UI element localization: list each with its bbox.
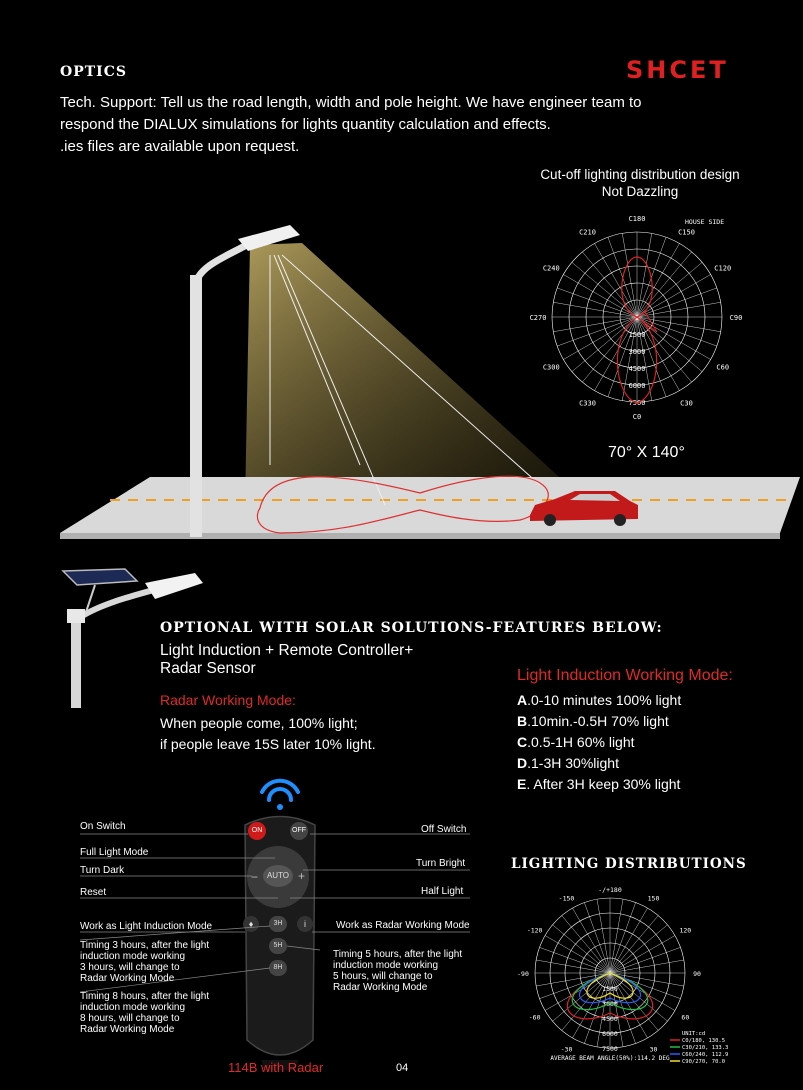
radar-mode-title: Radar Working Mode: (160, 692, 296, 708)
turn-bright-button[interactable]: + (298, 869, 306, 883)
polar-angle-label: C300 (542, 363, 560, 372)
label-timing-3h: Timing 3 hours, after the light induction mode working 3 hours, will change to Radar Working Mode (80, 940, 210, 984)
polar-angle-label: 150 (647, 894, 660, 903)
lighting-distribution-diagram (510, 878, 770, 1068)
polar-angle-label: C180 (628, 215, 646, 223)
house-side-label: HOUSE SIDE (685, 218, 725, 226)
polar-radius-label: 6000 (602, 1030, 618, 1038)
polar-angle-label: C30 (680, 399, 693, 408)
remote-on-button[interactable]: ON (248, 822, 266, 840)
polar-angle-label: C330 (579, 399, 596, 408)
beam-angle: 70° X 140° (608, 444, 685, 461)
polar-angle-label: C150 (678, 228, 695, 237)
polar-radius-label: 1500 (628, 331, 646, 339)
polar-radius-label: 3000 (602, 1000, 618, 1008)
light-mode-item: B.10min.-0.5H 70% light (517, 713, 669, 729)
polar-angle-label: C0 (632, 413, 642, 421)
polar-angle-label: C210 (579, 228, 596, 237)
label-light-induction-mode: Work as Light Induction Mode (80, 921, 213, 932)
polar-angle-label: 120 (679, 926, 692, 935)
polar-radius-label: 4500 (628, 365, 646, 373)
polar-angle-label: -30 (560, 1045, 573, 1054)
polar-angle-label: C240 (542, 264, 560, 273)
polar-radius-label: 1500 (602, 985, 618, 993)
section-title: OPTICS (60, 64, 127, 80)
polar-angle-label: 30 (649, 1045, 658, 1054)
distributions-title: LIGHTING DISTRIBUTIONS (511, 856, 747, 872)
legend-label: C60/240, 112.9 (682, 1052, 729, 1058)
polar-angle-label: C90 (729, 314, 743, 322)
solar-title: OPTIONAL WITH SOLAR SOLUTIONS-FEATURES BELOW: (160, 620, 663, 636)
support-line-3: .ies files are available upon request. (60, 138, 300, 155)
light-mode-item: E. After 3H keep 30% light (517, 776, 681, 792)
features-line-2: Radar Sensor (160, 660, 256, 677)
support-line-2: respond the DIALUX simulations for lights quantity calculation and effects. (60, 116, 551, 133)
cutoff-line-2: Not Dazzling (601, 184, 679, 199)
legend-label: C0/180, 130.5 (682, 1038, 726, 1044)
label-radar-mode: Work as Radar Working Mode (336, 920, 470, 931)
polar-radius-label: 3000 (628, 348, 646, 356)
cutoff-line-1: Cut-off lighting distribution design (540, 167, 740, 182)
features-line-1: Light Induction + Remote Controller+ (160, 642, 414, 659)
polar-angle-label: C60 (716, 363, 730, 372)
label-full-light: Full Light Mode (80, 847, 149, 858)
page-number: 04 (396, 1062, 409, 1074)
polar-angle-label: 90 (693, 970, 701, 978)
polar-angle-label: -90 (517, 970, 529, 978)
label-turn-dark: Turn Dark (80, 865, 125, 876)
polar-radius-label: 7500 (628, 399, 646, 407)
radar-line-1: When people come, 100% light; (160, 715, 358, 731)
polar-angle-label: -150 (558, 894, 575, 903)
label-off-switch: Off Switch (421, 824, 467, 835)
label-reset: Reset (80, 887, 107, 898)
radar-line-2: if people leave 15S later 10% light. (160, 736, 376, 752)
polar-angle-label: C120 (714, 264, 732, 273)
timer-3h-button[interactable]: 3H (269, 916, 287, 932)
polar-radius-label: 0 (634, 314, 640, 322)
polar-angle-label: C270 (529, 314, 547, 322)
polar-angle-label: -60 (528, 1013, 541, 1022)
legend-label: C90/270, 70.0 (682, 1059, 726, 1065)
timer-5h-button[interactable]: 5H (269, 938, 287, 954)
remote-model-label: 114B with Radar (228, 1060, 324, 1075)
support-line-1: Tech. Support: Tell us the road length, width and pole height. We have engineer team to (60, 94, 642, 111)
label-on-switch: On Switch (80, 821, 126, 832)
unit-label: UNIT:cd (682, 1031, 706, 1037)
light-mode-item: D.1-3H 30%light (517, 755, 619, 771)
polar-radius-label: 6000 (628, 382, 646, 390)
turn-dark-button[interactable]: − (251, 870, 259, 884)
label-timing-5h: Timing 5 hours, after the light induction mode working 5 hours, will change to Radar Working Mode (333, 949, 463, 993)
polar-radius-label: 4500 (602, 1015, 618, 1023)
label-turn-bright: Turn Bright (416, 858, 466, 869)
remote-off-button[interactable]: OFF (290, 822, 308, 840)
polar-radius-label: 7500 (602, 1045, 618, 1053)
auto-button[interactable]: AUTO (263, 865, 293, 887)
light-mode-item: C.0.5-1H 60% light (517, 734, 635, 750)
polar-angle-label: -120 (526, 926, 543, 935)
radar-mode-button[interactable]: i (297, 916, 313, 932)
polar-angle-label: -/+180 (598, 886, 622, 894)
light-induction-button[interactable]: ♦ (243, 916, 259, 932)
label-timing-8h: Timing 8 hours, after the light induction mode working 8 hours, will change to Radar Working Mode (80, 991, 210, 1035)
polar-angle-label: 60 (681, 1013, 690, 1022)
timer-8h-button[interactable]: 8H (269, 960, 287, 976)
brand-logo: SHCET (626, 56, 729, 84)
average-beam-angle: AVERAGE BEAM ANGLE(50%):114.2 DEG (550, 1055, 670, 1062)
legend-label: C30/210, 133.3 (682, 1045, 729, 1051)
label-half-light: Half Light (421, 886, 464, 897)
light-mode-item: A.0-10 minutes 100% light (517, 692, 682, 708)
light-induction-title: Light Induction Working Mode: (517, 667, 733, 684)
